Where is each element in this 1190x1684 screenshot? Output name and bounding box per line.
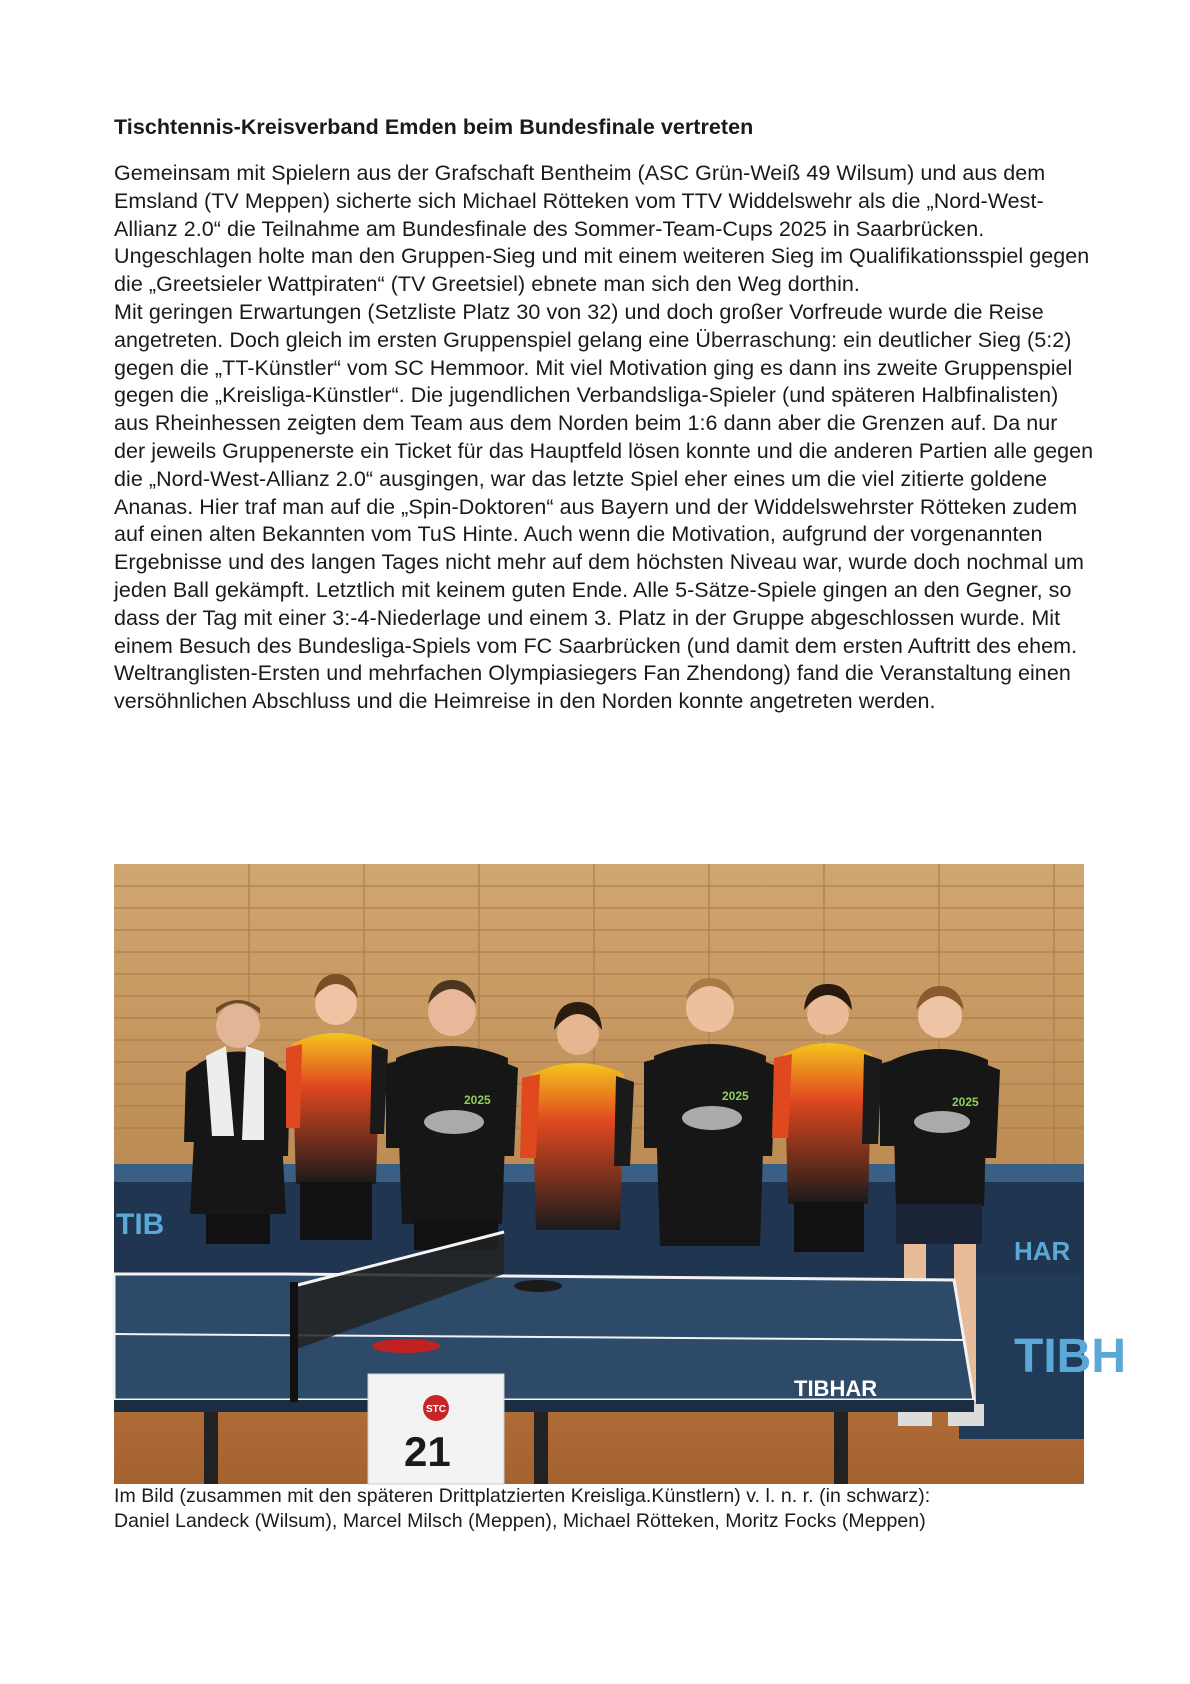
table-brand: TIBHAR (794, 1376, 878, 1401)
caption-line-2: Daniel Landeck (Wilsum), Marcel Milsch (Meppen), Michael Rötteken, Moritz Focks (Meppen) (114, 1510, 926, 1532)
banner-text-right-top: HAR (1014, 1236, 1071, 1266)
shirt-year-7: 2025 (952, 1095, 979, 1109)
paddle-1 (372, 1339, 440, 1353)
shirt-year-3: 2025 (464, 1093, 491, 1107)
banner-text-left: TIB (116, 1208, 165, 1241)
paddle-2 (514, 1280, 562, 1292)
team-photo (114, 864, 1126, 1484)
table-number: 21 (404, 1428, 451, 1475)
table-number-sign (368, 1374, 504, 1484)
article-paragraph-2: Mit geringen Erwartungen (Setzliste Platz 30 von 32) und doch großer Vorfreude wurde die Reise angetreten. Doch gleich im ersten Gruppenspiel gelang eine Überraschung: ein deutlicher Sieg (5:2) gegen die „TT-Künstler“ vom SC Hemmoor. Mit viel Motivation ging es dann ins zweite Gruppenspiel gegen die „Kreisliga-Künstler“. Die jugendlichen Verbandsliga-Spieler (und späteren Halbfinalisten) aus Rheinhessen zeigten dem Team aus dem Norden beim 1:6 dann aber die Grenzen auf. Da nur der jeweils Gruppenerste ein Ticket für das Hauptfeld lösen konnte und die anderen Partien alle gegen die „Nord-West-Allianz 2.0“ ausgingen, war das letzte Spiel eher eines um die viel zitierte goldene Ananas. Hier traf man auf die „Spin-Doktoren“ aus Bayern und der Widdelswehrster Rötteken zudem auf einen alten Bekannten vom TuS Hinte. Auch wenn die Motivation, aufgrund der vorgenannten Ergebnisse und des langen Tages nicht mehr auf dem höchsten Niveau war, wurde doch nochmal um jeden Ball gekämpft. Letztlich mit keinem guten Ende. Alle 5-Sätze-Spiele gingen an den Gegner, so dass der Tag mit einer 3:-4-Niederlage und einem 3. Platz in der Gruppe abgeschlossen wurde. Mit einem Besuch des Bundesliga-Spiels vom FC Saarbrücken (und damit dem ersten Auftritt des ehem. Weltranglisten-Ersten und mehrfachen Olympiasiegers Fan Zhendong) fand die Veranstaltung einen versöhnlichen Abschluss und die Heimreise in den Norden konnte angetreten werden. (114, 299, 1094, 714)
club-logo: STC (426, 1404, 446, 1415)
article-title: Tischtennis-Kreisverband Emden beim Bundesfinale vertreten (114, 115, 754, 139)
article-paragraph-1: Gemeinsam mit Spielern aus der Grafschaft Bentheim (ASC Grün-Weiß 49 Wilsum) und aus dem Emsland (TV Meppen) sicherte sich Michael Rötteken vom TTV Widdelswehr als die „Nord-West-Allianz 2.0“ die Teilnahme am Bundesfinale des Sommer-Team-Cups 2025 in Saarbrücken. Ungeschlagen holte man den Gruppen-Sieg und mit einem weiteren Sieg im Qualifikationsspiel gegen die „Greetsieler Wattpiraten“ (TV Greetsiel) ebnete man sich den Weg dorthin. (114, 161, 1090, 297)
photo-caption (114, 1484, 1104, 1534)
article-body (114, 160, 1094, 716)
caption-line-1: Im Bild (zusammen mit den späteren Drittplatzierten Kreisliga.Künstlern) v. l. n. r. (in schwarz): (114, 1485, 931, 1507)
banner-text-right: TIBH (1014, 1330, 1126, 1383)
shirt-year-5: 2025 (722, 1089, 749, 1103)
document-page (114, 112, 1094, 716)
